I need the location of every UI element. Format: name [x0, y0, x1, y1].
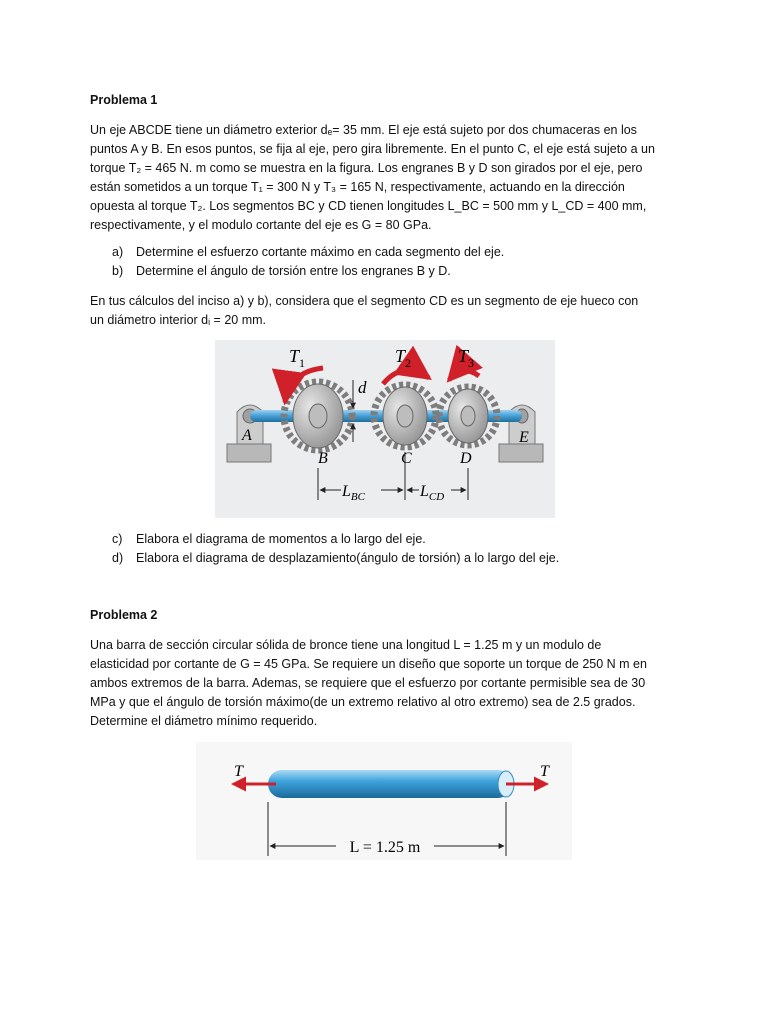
- bronze-bar: [268, 770, 512, 798]
- label-lcd: $L_{CD}$: [420, 483, 445, 503]
- list-marker: a): [112, 245, 124, 259]
- list-text: Elabora el diagrama de momentos a lo largo del eje.: [136, 532, 426, 546]
- list-marker: d): [112, 551, 124, 565]
- bar-torsion-figure: [196, 742, 572, 865]
- problem1-intro-line: están sometidos a un torque T₁ = 300 N y T₃ = 165 N, respectivamente, actuando en la dirección: [90, 180, 625, 194]
- label-a: A: [242, 427, 252, 444]
- problem1-intro-line: puntos A y B. En esos puntos, se fija al eje, pero gira libremente. En el punto C, el eje está sujeto a un: [90, 142, 655, 156]
- list-text: Determine el ángulo de torsión entre los engranes B y D.: [136, 264, 451, 278]
- list-item: [112, 530, 559, 549]
- list-text: Determine el esfuerzo cortante máximo en cada segmento del eje.: [136, 245, 505, 259]
- problem1-intro-line: torque T₂ = 465 N. m como se muestra en la figura. Los engranes B y D son girados por el eje, pero: [90, 161, 643, 175]
- problem1-list-cd: [112, 530, 559, 568]
- problem2-title: Problema 2: [90, 608, 158, 622]
- label-t-left: T: [234, 763, 243, 780]
- label-d-dimension: d: [358, 378, 367, 397]
- problem1-intro: [90, 121, 678, 235]
- gear-c: [374, 385, 436, 447]
- problem1-intro-line: opuesta al torque T₂. Los segmentos BC y CD tienen longitudes L_BC = 500 mm y L_CD = 400 mm,: [90, 199, 647, 213]
- problem1-list-ab: [112, 243, 504, 281]
- problem2-text: [90, 636, 678, 731]
- label-t-right: T: [540, 763, 549, 780]
- problem1-note-line: un diámetro interior dᵢ = 20 mm.: [90, 313, 267, 327]
- shaft-gears-figure: [215, 340, 555, 523]
- label-t2: $T_2$: [395, 346, 412, 370]
- problem1-note: [90, 292, 678, 330]
- problem2-line: Una barra de sección circular sólida de bronce tiene una longitud L = 1.25 m y un modulo de: [90, 638, 602, 652]
- label-b: B: [318, 450, 328, 467]
- problem2-line: Determine el diámetro mínimo requerido.: [90, 714, 318, 728]
- problem2-line: ambos extremos de la barra. Ademas, se requiere que el esfuerzo por cortante permisible sea de 30: [90, 676, 646, 690]
- label-c: C: [401, 450, 412, 467]
- problem1-intro-line: respectivamente, y el modulo cortante del eje es G = 80 GPa.: [90, 218, 432, 232]
- list-item: [112, 243, 504, 262]
- list-marker: b): [112, 264, 124, 278]
- label-d-gear: D: [460, 450, 472, 467]
- label-t1: $T_1$: [289, 346, 306, 370]
- label-t3: $T_3$: [458, 346, 475, 370]
- label-lbc: $L_{BC}$: [342, 483, 365, 503]
- problem2-line: MPa y que el ángulo de torsión máximo(de un extremo relativo al otro extremo) sea de 2.5 grados.: [90, 695, 636, 709]
- label-e: E: [519, 429, 529, 446]
- list-item: [112, 262, 504, 281]
- list-marker: c): [112, 532, 123, 546]
- list-item: [112, 549, 559, 568]
- label-length: L = 1.25 m: [349, 839, 421, 856]
- list-text: Elabora el diagrama de desplazamiento(ángulo de torsión) a lo largo del eje.: [136, 551, 560, 565]
- problem1-title: Problema 1: [90, 93, 158, 107]
- problem1-note-line: En tus cálculos del inciso a) y b), considera que el segmento CD es un segmento de eje hueco con: [90, 294, 639, 308]
- problem1-intro-line: Un eje ABCDE tiene un diámetro exterior dₑ= 35 mm. El eje está sujeto por dos chumaceras en los: [90, 123, 637, 137]
- problem2-line: elasticidad por cortante de G = 45 GPa. Se requiere un diseño que soporte un torque de 250 N m en: [90, 657, 647, 671]
